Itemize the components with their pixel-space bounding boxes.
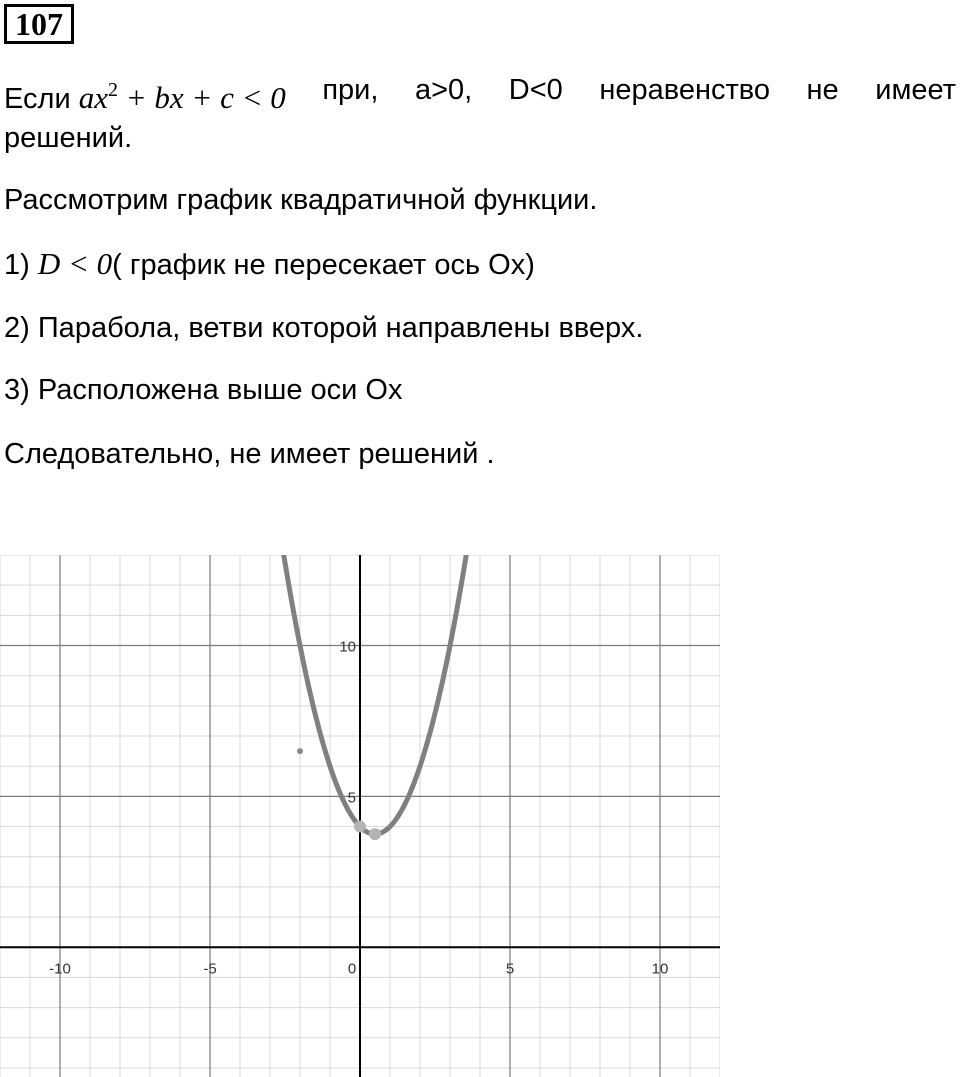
text-line-7: Следовательно, не имеет решений . xyxy=(4,438,495,470)
text-line-4 xyxy=(4,244,535,285)
x-tick-label: -5 xyxy=(203,960,217,978)
line1-word: имеет xyxy=(875,74,956,106)
line1-prefix: Если xyxy=(4,83,71,115)
x-tick-label: -10 xyxy=(49,960,71,978)
x-tick-label: 0 xyxy=(347,960,357,978)
x-tick-label: 5 xyxy=(505,960,515,978)
y-tick-label: 10 xyxy=(339,638,356,656)
graph-point xyxy=(369,828,381,840)
task-number: 107 xyxy=(4,4,74,44)
parabola-graph xyxy=(0,555,720,1077)
parabola-curve xyxy=(281,555,468,834)
line4-suffix: ( график не пересекает ось Ox) xyxy=(112,249,535,281)
tick-labels xyxy=(49,639,668,978)
text-line-3: Рассмотрим график квадратичной функции. xyxy=(4,184,598,216)
y-tick-label: 5 xyxy=(347,789,356,807)
parabola-curve-group xyxy=(281,555,468,834)
line4-prefix: 1) xyxy=(4,249,38,281)
text-line-1 xyxy=(4,70,956,119)
text-line-5: 2) Парабола, ветви которой направлены вверх. xyxy=(4,312,644,344)
text-line-6: 3) Расположена выше оси Ox xyxy=(4,374,403,406)
line1-word: a>0, xyxy=(414,74,473,106)
axes xyxy=(0,555,720,1077)
x-tick-label: 10 xyxy=(651,960,669,978)
graph-point xyxy=(354,821,366,833)
text-line-2: решений. xyxy=(4,122,133,154)
line1-word: не xyxy=(806,74,839,106)
line1-word: неравенство xyxy=(599,74,770,106)
graph-point xyxy=(297,748,303,754)
inequality-formula: $ax^2$ + bx + c < 0 xyxy=(78,79,286,115)
discriminant-formula: D < 0 xyxy=(37,246,113,281)
line1-word: при, xyxy=(322,74,379,106)
line1-word: D<0 xyxy=(508,74,563,106)
